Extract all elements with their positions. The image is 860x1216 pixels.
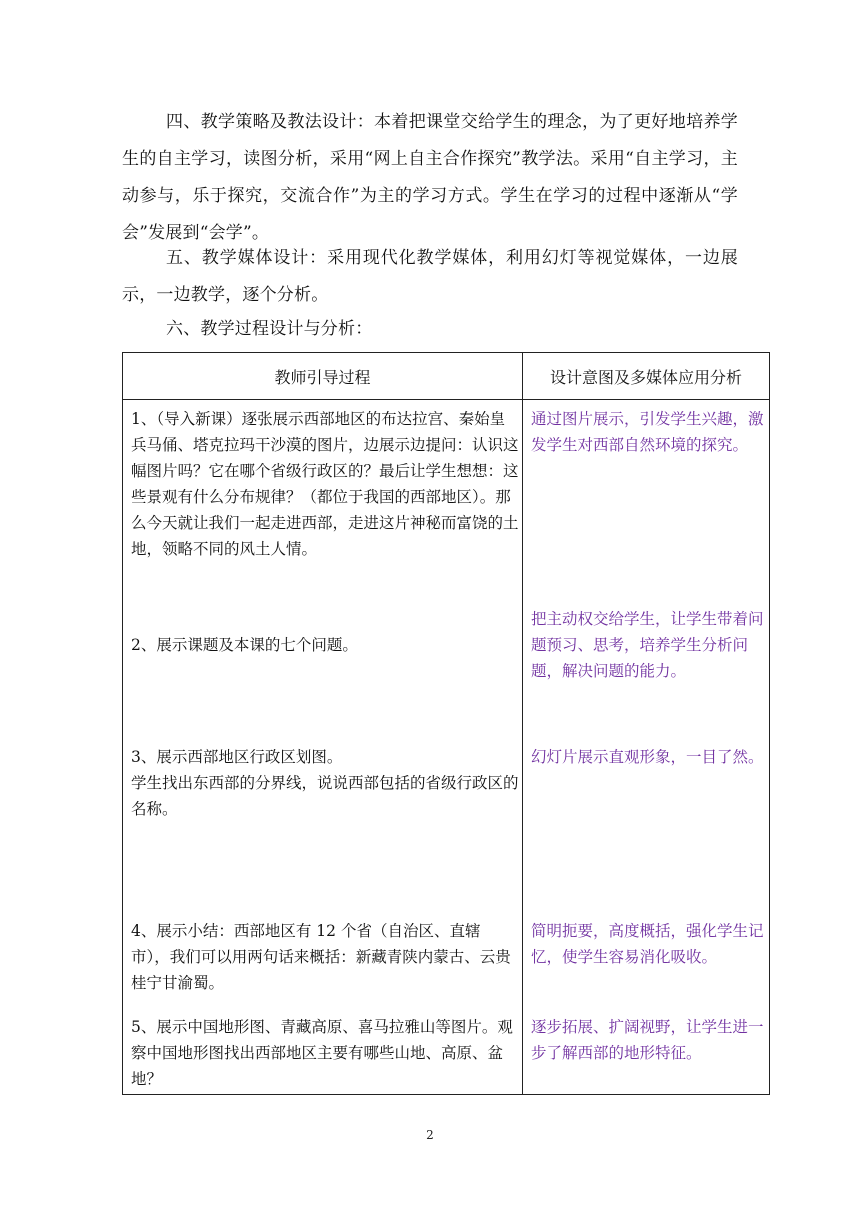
step-5-intent: 逐步拓展、扩阔视野，让学生进一步了解西部的地形特征。 <box>531 1018 764 1062</box>
header-teacher-process: 教师引导过程 <box>123 353 523 400</box>
step-5-process: 5、展示中国地形图、青藏高原、喜马拉雅山等图片。观察中国地形图找出西部地区主要有哪些山地、高原、盆地？ <box>131 1018 513 1088</box>
teaching-process-table <box>122 352 770 1095</box>
step-2-process: 2、展示课题及本课的七个问题。 <box>131 636 358 654</box>
strategy-paragraph: 四、教学策略及教法设计：本着把课堂交给学生的理念，为了更好地培养学生的自主学习，读图分析，采用“网上自主合作探究”教学法。采用“自主学习，主动参与，乐于探究，交流合作”为主的学习方式。学生在学习的过程中逐渐从“学会”发展到“会学”。 <box>122 112 738 243</box>
step-2-intent: 把主动权交给学生，让学生带着问题预习、思考，培养学生分析问题，解决问题的能力。 <box>531 610 764 680</box>
step-3-intent: 幻灯片展示直观形象，一目了然。 <box>531 748 764 766</box>
table-header-row <box>123 353 770 400</box>
step-3-process: 3、展示西部地区行政区划图。 学生找出东西部的分界线，说说西部包括的省级行政区的名称。 <box>131 748 519 818</box>
step-1-process: 1、（导入新课）逐张展示西部地区的布达拉宫、秦始皇兵马俑、塔克拉玛干沙漠的图片，边展示边提问：认识这幅图片吗？它在哪个省级行政区的？最后让学生想想：这些景观有什么分布规律？（都位于我国的西部地区）。那么今天就让我们一起走进西部，走进这片神秘而富饶的土地，领略不同的风土人情。 <box>131 410 519 558</box>
teacher-process-cell <box>123 400 523 1095</box>
table-body-row <box>123 400 770 1095</box>
header-design-intent: 设计意图及多媒体应用分析 <box>523 353 770 400</box>
step-1-intent: 通过图片展示，引发学生兴趣，激发学生对西部自然环境的探究。 <box>531 410 764 454</box>
design-intent-cell <box>523 400 770 1095</box>
step-4-intent: 简明扼要，高度概括，强化学生记忆，使学生容易消化吸收。 <box>531 922 764 966</box>
process-heading: 六、教学过程设计与分析： <box>166 319 373 339</box>
media-paragraph: 五、教学媒体设计：采用现代化教学媒体，利用幻灯等视觉媒体，一边展示，一边教学，逐个分析。 <box>122 248 738 305</box>
page-number: 2 <box>426 1128 434 1142</box>
step-4-process: 4、展示小结：西部地区有 12 个省（自治区、直辖市），我们可以用两句话来概括：新藏青陕内蒙古、云贵桂宁甘渝蜀。 <box>131 922 511 992</box>
